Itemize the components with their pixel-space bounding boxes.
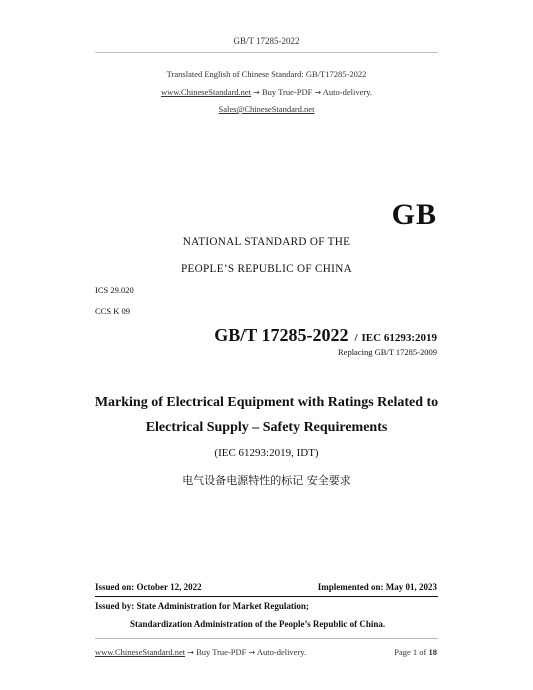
ccs-code: CCS K 09 [95,306,130,316]
of-label: of [419,647,427,657]
dates-divider [95,596,438,597]
footer-purchase-line [95,647,306,657]
purchase-line [0,87,533,97]
document-title-line1: Marking of Electrical Equipment with Ratings Related to [94,395,439,410]
document-title-line2: Electrical Supply – Safety Requirements [145,420,388,435]
standard-number: GB/T 17285-2022 [214,325,349,345]
arrow-right-icon: → [253,88,260,97]
gb-logo: GB [391,198,437,231]
arrow-right-icon: → [187,648,194,657]
national-standard-line2: PEOPLE’S REPUBLIC OF CHINA [181,263,352,275]
delivery-text: Auto-delivery. [322,87,373,97]
replacing-standard: Replacing GB/T 17285-2009 [338,347,437,357]
standard-separator: / [354,332,358,344]
translation-notice: Translated English of Chinese Standard: GB/T17285-2022 [166,69,367,79]
sales-line [0,104,533,114]
chinese-title: 电气设备电源特性的标记 安全要求 [182,474,351,487]
footer-buy-text: Buy True-PDF [196,647,247,657]
footer-divider [95,638,438,639]
header-divider [95,52,438,53]
running-header: GB/T 17285-2022 [233,36,300,46]
national-standard-line1: NATIONAL STANDARD OF THE [182,236,351,248]
footer-delivery-text: Auto-delivery. [256,647,307,657]
page-indicator [394,647,437,657]
standard-number-line [214,325,437,346]
ics-code: ICS 29.020 [95,285,134,295]
arrow-right-icon: → [314,88,322,97]
equivalent-standard: IEC 61293:2019 [361,332,437,344]
issuer-line2: Standardization Administration of the People’s Republic of China. [130,619,386,629]
footer-site-link[interactable]: www.ChineseStandard.net [95,647,186,657]
page-total: 18 [428,647,437,657]
adoption-note: (IEC 61293:2019, IDT) [214,447,319,459]
buy-text: Buy True-PDF [262,87,313,97]
implemented-date: Implemented on: May 01, 2023 [317,582,437,592]
site-link[interactable]: www.ChineseStandard.net [160,87,252,97]
arrow-right-icon: → [248,648,256,657]
page-number: 1 [412,647,418,657]
issuer-line1: Issued by: State Administration for Market Regulation; [95,601,309,611]
page-label: Page [394,647,411,657]
issued-date: Issued on: October 12, 2022 [95,582,202,592]
sales-email-link[interactable]: Sales@ChineseStandard.net [218,104,315,114]
